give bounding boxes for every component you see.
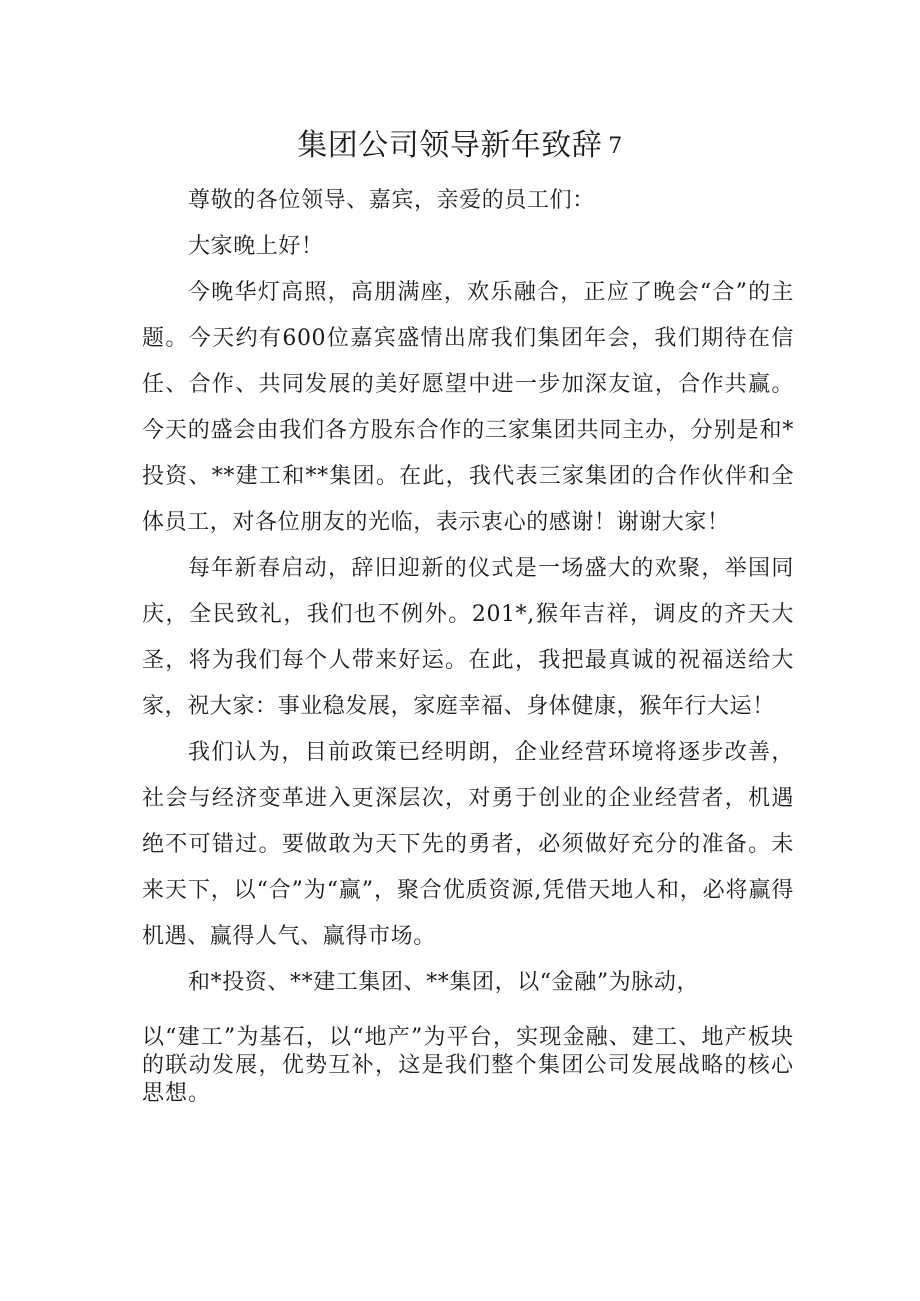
closing-lead: 和*投资、**建工集团、**集团，以“金融”为脉动， [188, 970, 700, 995]
salutation: 尊敬的各位领导、嘉宾，亲爱的员工们： [188, 188, 595, 213]
document-body [142, 178, 794, 1108]
paragraph: 今晚华灯高照，高朋满座，欢乐融合，正应了晚会“合”的主题。今天约有600位嘉宾盛情出席我们集团年会，我们期待在信任、合作、共同发展的美好愿望中进一步加深友谊，合作共赢。今天的盛会由我们各方股东合作的三家集团共同主办，分别是和*投资、**建工和**集团。在此，我代表三家集团的合作伙伴和全体员工，对各位朋友的光临，表示衷心的感谢！谢谢大家！ [142, 280, 794, 535]
title-number: 7 [608, 134, 623, 159]
closing-body: 以“建工”为基石，以“地产”为平台，实现金融、建工、地产板块的联动发展，优势互补，这是我们整个集团公司发展战略的核心思想。 [142, 1025, 794, 1106]
greeting: 大家晚上好！ [188, 234, 324, 259]
document-title [0, 124, 920, 169]
paragraph: 我们认为，目前政策已经明朗，企业经营环境将逐步改善，社会与经济变革进入更深层次，对勇于创业的企业经营者，机遇绝不可错过。要做敢为天下先的勇者，必须做好充分的准备。未来天下，以“合”为“赢”，聚合优质资源,凭借天地人和，必将赢得机遇、赢得人气、赢得市场。 [142, 740, 794, 949]
paragraph: 每年新春启动，辞旧迎新的仪式是一场盛大的欢聚，举国同庆，全民致礼，我们也不例外。201*,猴年吉祥，调皮的齐天大圣，将为我们每个人带来好运。在此，我把最真诚的祝福送给大家，祝大家：事业稳发展，家庭幸福、身体健康，猴年行大运！ [142, 556, 794, 719]
title-text: 集团公司领导新年致辞 [297, 128, 603, 163]
